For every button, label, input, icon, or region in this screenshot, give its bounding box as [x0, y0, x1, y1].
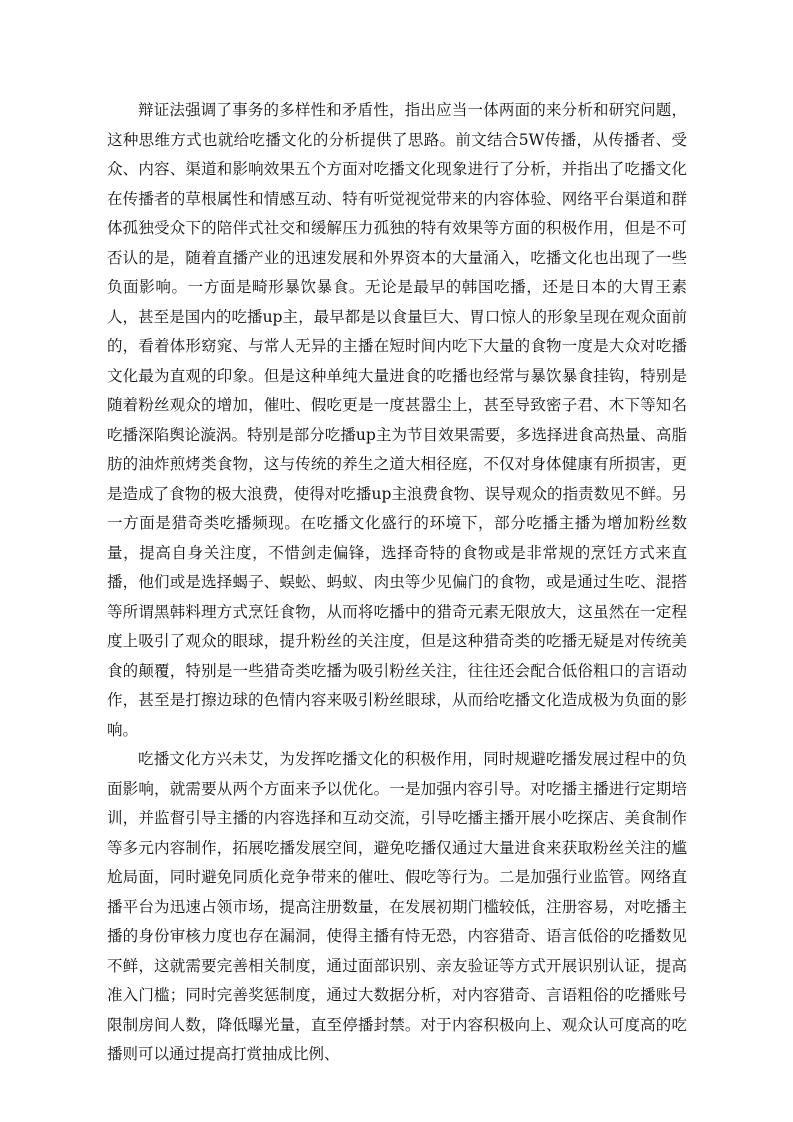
paragraph-1: 辩证法强调了事务的多样性和矛盾性，指出应当一体两面的来分析和研究问题，这种思维方式也就给吃播文化的分析提供了思路。前文结合5W传播，从传播者、受众、内容、渠道和影响效果五个方面对吃播文化现象进行了分析，并指出了吃播文化在传播者的草根属性和情感互动、特有听觉视觉带来的内容体验、网络平台渠道和群体孤独受众下的陪伴式社交和缓解压力孤独的特有效果等方面的积极作用，但是不可否认的是，随着直播产业的迅速发展和外界资本的大量涌入，吃播文化也出现了一些负面影响。一方面是畸形暴饮暴食。无论是最早的韩国吃播，还是日本的大胃王素人，甚至是国内的吃播up主，最早都是以食量巨大、胃口惊人的形象呈现在观众面前的，看着体形窈窕、与常人无异的主播在短时间内吃下大量的食物一度是大众对吃播文化最为直观的印象。但是这种单纯大量进食的吃播也经常与暴饮暴食挂钩，特别是随着粉丝观众的增加，催吐、假吃更是一度甚嚣尘上，甚至导致密子君、木下等知名吃播深陷舆论漩涡。特别是部分吃播up主为节目效果需要，多选择进食高热量、高脂肪的油炸煎烤类食物，这与传统的养生之道大相径庭，不仅对身体健康有所损害，更是造成了食物的极大浪费，使得对吃播up主浪费食物、误导观众的指责数见不鲜。另一方面是猎奇类吃播频现。在吃播文化盛行的环境下，部分吃播主播为增加粉丝数量，提高自身关注度，不惜剑走偏锋，选择奇特的食物或是非常规的烹饪方式来直播，他们或是选择蝎子、蜈蚣、蚂蚁、肉虫等少见偏门的食物，或是通过生吃、混搭等所谓黑韩料理方式烹饪食物，从而将吃播中的猎奇元素无限放大，这虽然在一定程度上吸引了观众的眼球，提升粉丝的关注度，但是这种猎奇类的吃播无疑是对传统美食的颠覆，特别是一些猎奇类吃播为吸引粉丝关注，往往还会配合低俗粗口的言语动作，甚至是打擦边球的色情内容来吸引粉丝眼球，从而给吃播文化造成极为负面的影响。	[107, 101, 687, 739]
document-page	[107, 96, 687, 1070]
paragraph-2: 吃播文化方兴未艾，为发挥吃播文化的积极作用，同时规避吃播发展过程中的负面影响，就需要从两个方面来予以优化。一是加强内容引导。对吃播主播进行定期培训，并监督引导主播的内容选择和互动交流，引导吃播主播开展小吃探店、美食制作等多元内容制作，拓展吃播发展空间，避免吃播仅通过大量进食来获取粉丝关注的尴尬局面，同时避免同质化竞争带来的催吐、假吃等行为。二是加强行业监管。网络直播平台为迅速占领市场，提高注册数量，在发展初期门槛较低，注册容易，对吃播主播的身份审核力度也存在漏洞，使得主播有恃无恐，内容猎奇、语言低俗的吃播数见不鲜，这就需要完善相关制度，通过面部识别、亲友验证等方式开展识别认证，提高准入门槛；同时完善奖惩制度，通过大数据分析，对内容猎奇、言语粗俗的吃播账号限制房间人数，降低曝光量，直至停播封禁。对于内容积极向上、观众认可度高的吃播则可以通过提高打赏抽成比例、	[107, 750, 687, 1063]
